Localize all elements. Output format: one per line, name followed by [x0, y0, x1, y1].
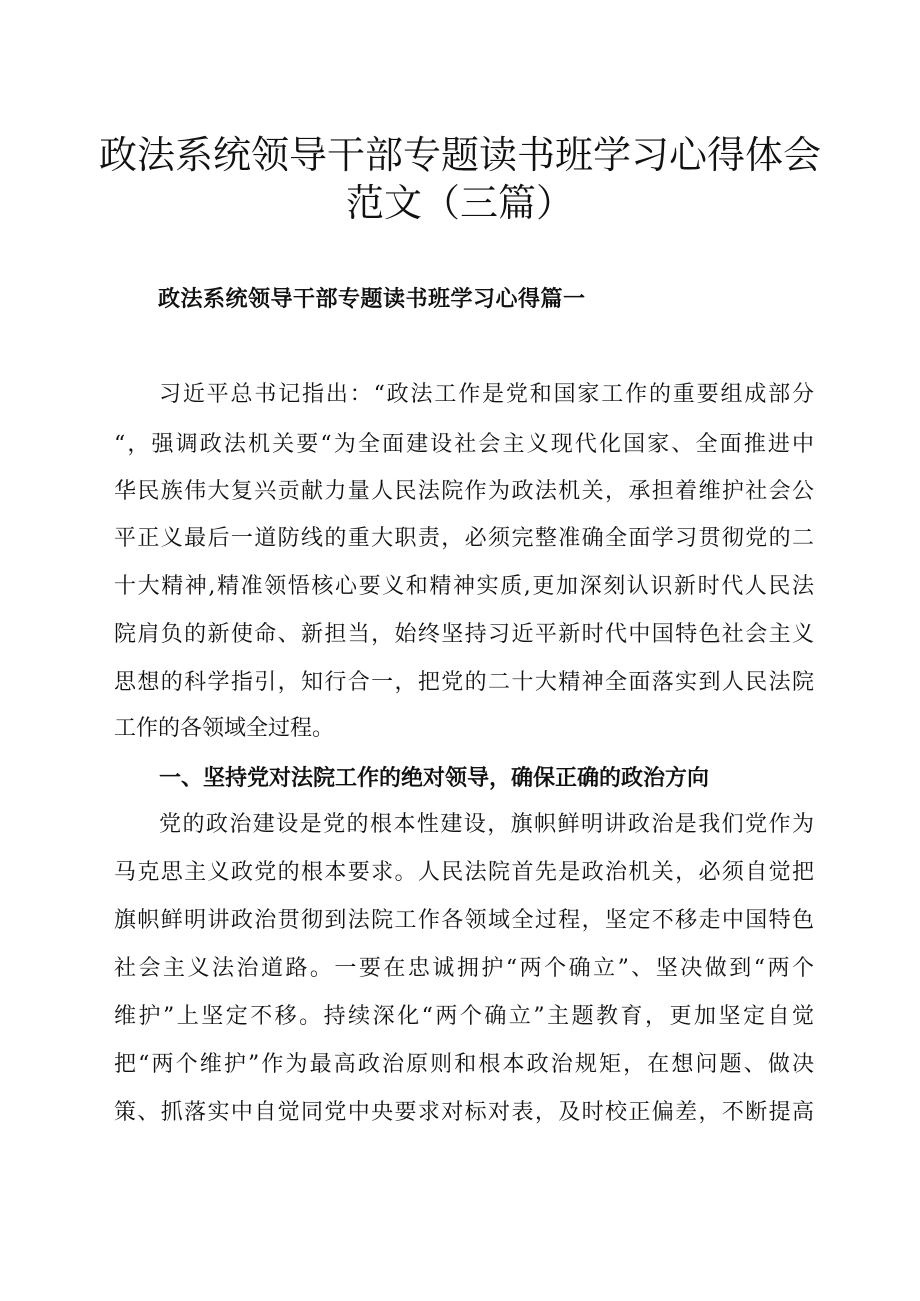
paragraph-2-line: 社会主义法治道路。一要在忠诚拥护“两个确立”、坚决做到“两个: [114, 956, 814, 981]
paragraph-2-line: 党的政治建设是党的根本性建设，旗帜鲜明讲政治是我们党作为: [159, 812, 814, 837]
paragraph-1-line: 思想的科学指引，知行合一，把党的二十大精神全面落实到人民法院: [114, 670, 814, 695]
document-title-line-1: 政法系统领导干部专题读书班学习心得体会: [98, 133, 821, 177]
paragraph-2-line: 策、抓落实中自觉同党中央要求对标对表，及时校正偏差，不断提高: [114, 1100, 814, 1125]
paragraph-2-line: 旗帜鲜明讲政治贯彻到法院工作各领域全过程，坚定不移走中国特色: [114, 908, 814, 933]
document-title-line-2: 范文（三篇）: [345, 181, 574, 225]
section-heading: 一、坚持党对法院工作的绝对领导，确保正确的政治方向: [159, 765, 710, 791]
article-subheading: 政法系统领导干部专题读书班学习心得篇一: [158, 286, 586, 312]
paragraph-1-line: 习近平总书记指出：“政法工作是党和国家工作的重要组成部分: [159, 382, 814, 407]
paragraph-2-line: 马克思主义政党的根本要求。人民法院首先是政治机关，必须自觉把: [114, 860, 814, 885]
paragraph-1-line: 华民族伟大复兴贡献力量人民法院作为政法机关，承担着维护社会公: [114, 479, 814, 504]
paragraph-2-line: 维护”上坚定不移。持续深化“两个确立”主题教育，更加坚定自觉: [114, 1004, 814, 1029]
paragraph-1-line: 工作的各领域全过程。: [114, 716, 335, 741]
paragraph-2-line: 把“两个维护”作为最高政治原则和根本政治规矩，在想问题、做决: [114, 1052, 814, 1077]
paragraph-1-line: 院肩负的新使命、新担当，始终坚持习近平新时代中国特色社会主义: [114, 622, 814, 647]
paragraph-1-line: “，强调政法机关要“为全面建设社会主义现代化国家、全面推进中: [114, 432, 814, 457]
paragraph-1-line: 平正义最后一道防线的重大职责，必须完整准确全面学习贯彻党的二: [114, 526, 814, 551]
paragraph-1-line: 十大精神,精准领悟核心要义和精神实质,更加深刻认识新时代人民法: [114, 574, 814, 599]
